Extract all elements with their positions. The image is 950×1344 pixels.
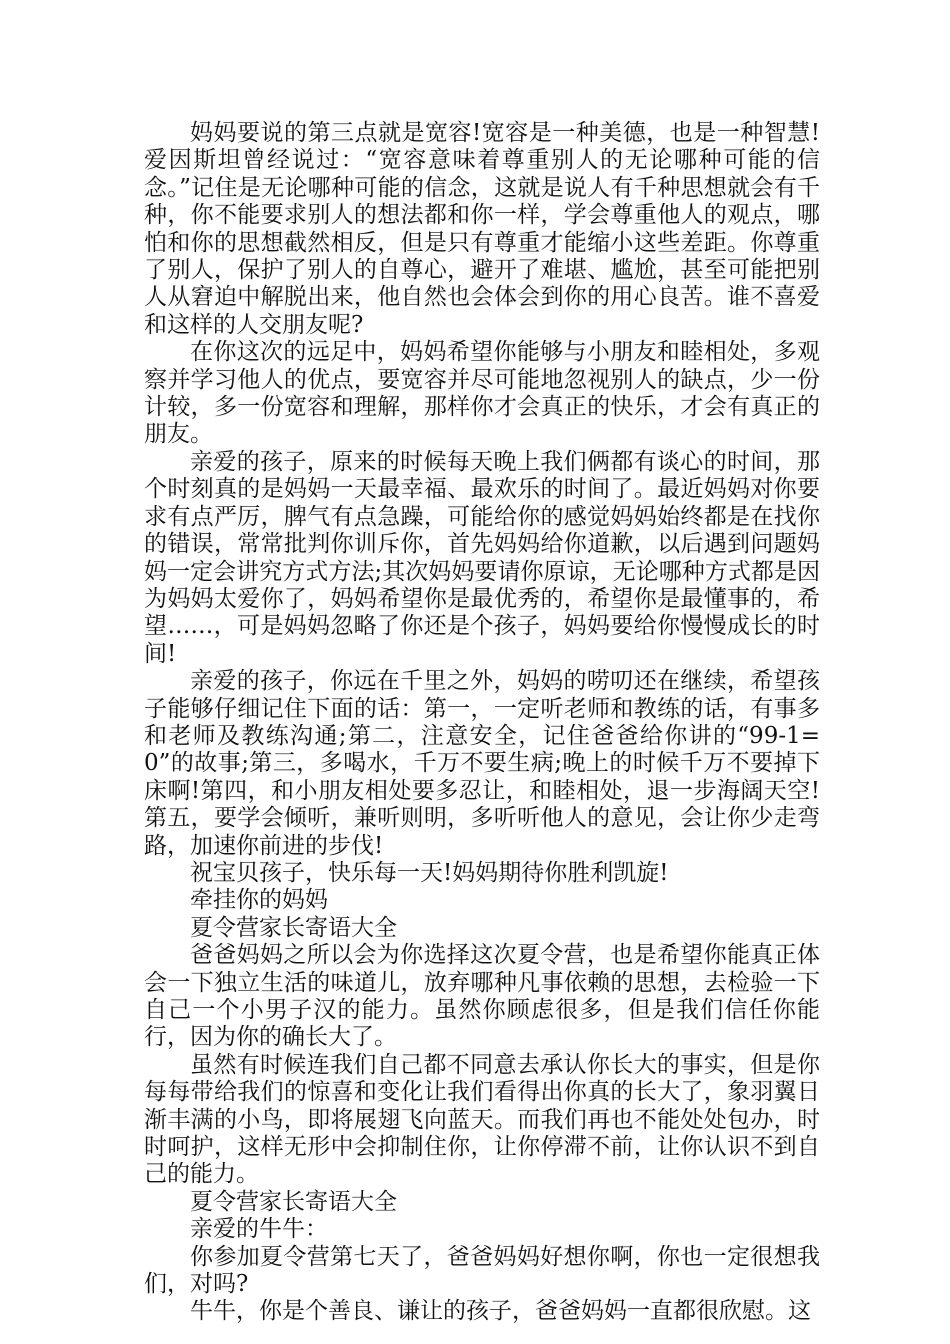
letter-salutation: 亲爱的牛牛：: [190, 1216, 328, 1243]
paragraph-tolerance: 妈妈要说的第三点就是宽容!宽容是一种美德，也是一种智慧!爱因斯坦曾经说过：“宽容意味着尊重别人的无论哪种可能的信念。”记住是无论哪种可能的信念，这就是说人有千种思想就会有千种，你不能要求别人的想法都和你一样，学会尊重他人的观点，哪怕和你的思想截然相反，但是只有尊重才能缩小这些差距。你尊重了别人，保护了别人的自尊心，避开了难堪、尴尬，甚至可能把别人从窘迫中解脱出来，他自然也会体会到你的用心良苦。谁不喜爱和这样的人交朋友呢?: [144, 120, 820, 338]
section-heading: 夏令营家长寄语大全: [190, 1188, 397, 1215]
paragraph-growing-up: 虽然有时候连我们自己都不同意去承认你长大的事实，但是你每每带给我们的惊喜和变化让我们看得出你真的长大了，象羽翼日渐丰满的小鸟，即将展翅飞向蓝天。而我们再也不能处处包办，时时呵护，这样无形中会抑制住你，让你停滞不前，让你认识不到自己的能力。: [144, 1051, 820, 1188]
section-heading: 夏令营家长寄语大全: [190, 914, 397, 941]
paragraph-outing: 在你这次的远足中，妈妈希望你能够与小朋友和睦相处，多观察并学习他人的优点，要宽容并尽可能地忽视别人的缺点，少一份计较，多一份宽容和理解，那样你才会真正的快乐，才会有真正的朋友。: [144, 339, 820, 448]
paragraph-summer-camp: 爸爸妈妈之所以会为你选择这次夏令营，也是希望你能真正体会一下独立生活的味道儿，放弃哪种凡事依赖的思想，去检验一下自己一个小男子汉的能力。虽然你顾虑很多，但是我们信任你能行，因为你的确长大了。: [144, 942, 820, 1051]
document-body: [144, 120, 820, 1326]
paragraph-signature: 牵挂你的妈妈: [190, 887, 328, 914]
paragraph-blessing: 祝宝贝孩子，快乐每一天!妈妈期待你胜利凯旋!: [190, 859, 669, 886]
paragraph-kind-child: 牛牛，你是个善良、谦让的孩子，爸爸妈妈一直都很欣慰。这: [190, 1298, 811, 1325]
paragraph-advice: 亲爱的孩子，你远在千里之外，妈妈的唠叨还在继续，希望孩子能够仔细记住下面的话：第一，一定听老师和教练的话，有事多和老师及教练沟通;第二，注意安全，记住爸爸给你讲的“99-1=0”的故事;第三，多喝水，千万不要生病;晚上的时候千万不要掉下床啊!第四，和小朋友相处要多忍让，和睦相处，退一步海阔天空!第五，要学会倾听，兼听则明，多听听他人的意见，会让你少走弯路，加速你前进的步伐!: [144, 668, 820, 859]
paragraph-seventh-day: 你参加夏令营第七天了，爸爸妈妈好想你啊，你也一定很想我们，对吗?: [144, 1243, 820, 1298]
paragraph-apology: 亲爱的孩子，原来的时候每天晚上我们俩都有谈心的时间，那个时刻真的是妈妈一天最幸福、最欢乐的时间了。最近妈妈对你要求有点严厉，脾气有点急躁，可能给你的感觉妈妈始终都是在找你的错误，常常批判你训斥你，首先妈妈给你道歉，以后遇到问题妈妈一定会讲究方式方法;其次妈妈要请你原谅，无论哪种方式都是因为妈妈太爱你了，妈妈希望你是最优秀的，希望你是最懂事的，希望……，可是妈妈忽略了你还是个孩子，妈妈要给你慢慢成长的时间!: [144, 448, 820, 667]
